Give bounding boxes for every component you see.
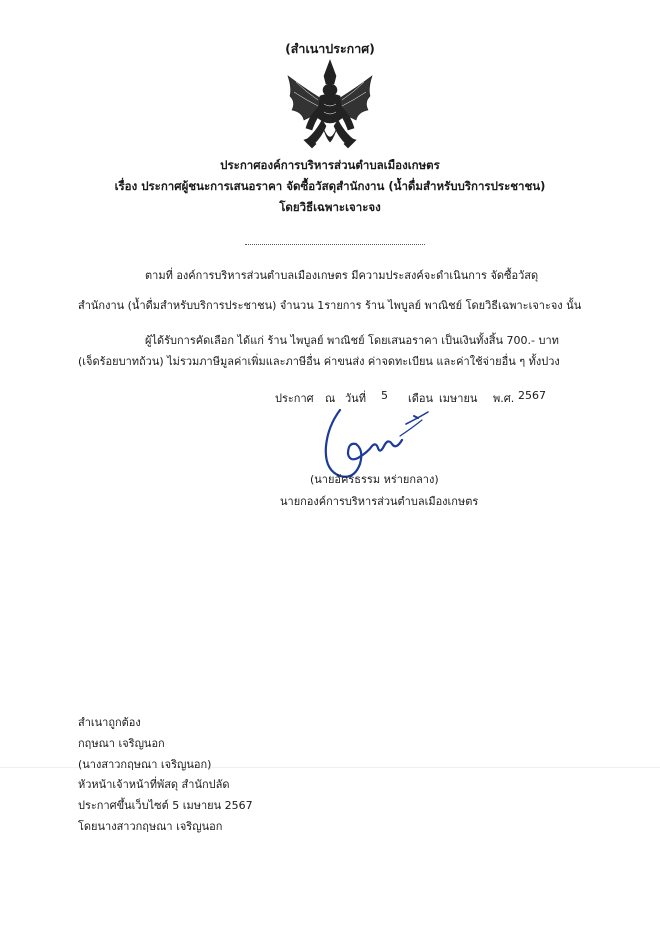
cert-position: หัวหน้าเจ้าหน้าที่พัสดุ สำนักปลัด bbox=[78, 778, 230, 791]
date-year: 2567 bbox=[518, 389, 546, 402]
date-prefix: ประกาศ bbox=[275, 392, 314, 405]
announcement-subject: เรื่อง ประกาศผู้ชนะการเสนอราคา จัดซื้อวัสดุสำนักงาน (น้ำดื่มสำหรับบริการประชาชน) bbox=[114, 179, 546, 193]
date-year-label: พ.ศ. bbox=[493, 392, 515, 405]
paragraph-2-line-2: (เจ็ดร้อยบาทถ้วน) ไม่รวมภาษีมูลค่าเพิ่มและภาษีอื่น ค่าขนส่ง ค่าจดทะเบียน และค่าใช้จ่ายอื่น ๆ ทั้งปวง bbox=[78, 355, 560, 368]
procurement-method: โดยวิธีเฉพาะเจาะจง bbox=[279, 200, 381, 214]
signatory-position: นายกองค์การบริหารส่วนตำบลเมืองเกษตร bbox=[280, 495, 479, 508]
cert-full-name: (นางสาวกฤษณา เจริญนอก) bbox=[78, 758, 212, 771]
garuda-emblem-icon bbox=[282, 58, 378, 156]
date-day: 5 bbox=[381, 389, 388, 402]
announcement-title: ประกาศองค์การบริหารส่วนตำบลเมืองเกษตร bbox=[220, 158, 440, 172]
cert-posted-date: ประกาศขึ้นเว็บไซต์ 5 เมษายน 2567 bbox=[78, 799, 253, 812]
signatory-name: (นายอัครธรรม หร่ายกลาง) bbox=[310, 473, 439, 486]
date-month-label: เดือน bbox=[408, 392, 434, 405]
paragraph-1-line-2: สำนักงาน (น้ำดื่มสำหรับบริการประชาชน) จำนวน 1รายการ ร้าน ไพบูลย์ พาณิชย์ โดยวิธีเฉพาะเจาะจง นั้น bbox=[78, 299, 582, 312]
paragraph-1-line-1: ตามที่ องค์การบริหารส่วนตำบลเมืองเกษตร มีความประสงค์จะดำเนินการ จัดซื้อวัสดุ bbox=[145, 269, 539, 282]
date-day-label: วันที่ bbox=[345, 392, 366, 405]
dotted-divider bbox=[245, 244, 425, 245]
copy-mark-label: (สำเนาประกาศ) bbox=[285, 41, 375, 56]
date-at: ณ bbox=[325, 392, 336, 405]
cert-posted-by: โดยนางสาวกฤษณา เจริญนอก bbox=[78, 820, 223, 833]
paragraph-2-line-1: ผู้ได้รับการคัดเลือก ได้แก่ ร้าน ไพบูลย์ พาณิชย์ โดยเสนอราคา เป็นเงินทั้งสิ้น 700.- บาท bbox=[145, 334, 559, 347]
date-month: เมษายน bbox=[439, 392, 478, 405]
cert-name: กฤษณา เจริญนอก bbox=[78, 737, 165, 750]
cert-true-copy: สำเนาถูกต้อง bbox=[78, 716, 141, 729]
